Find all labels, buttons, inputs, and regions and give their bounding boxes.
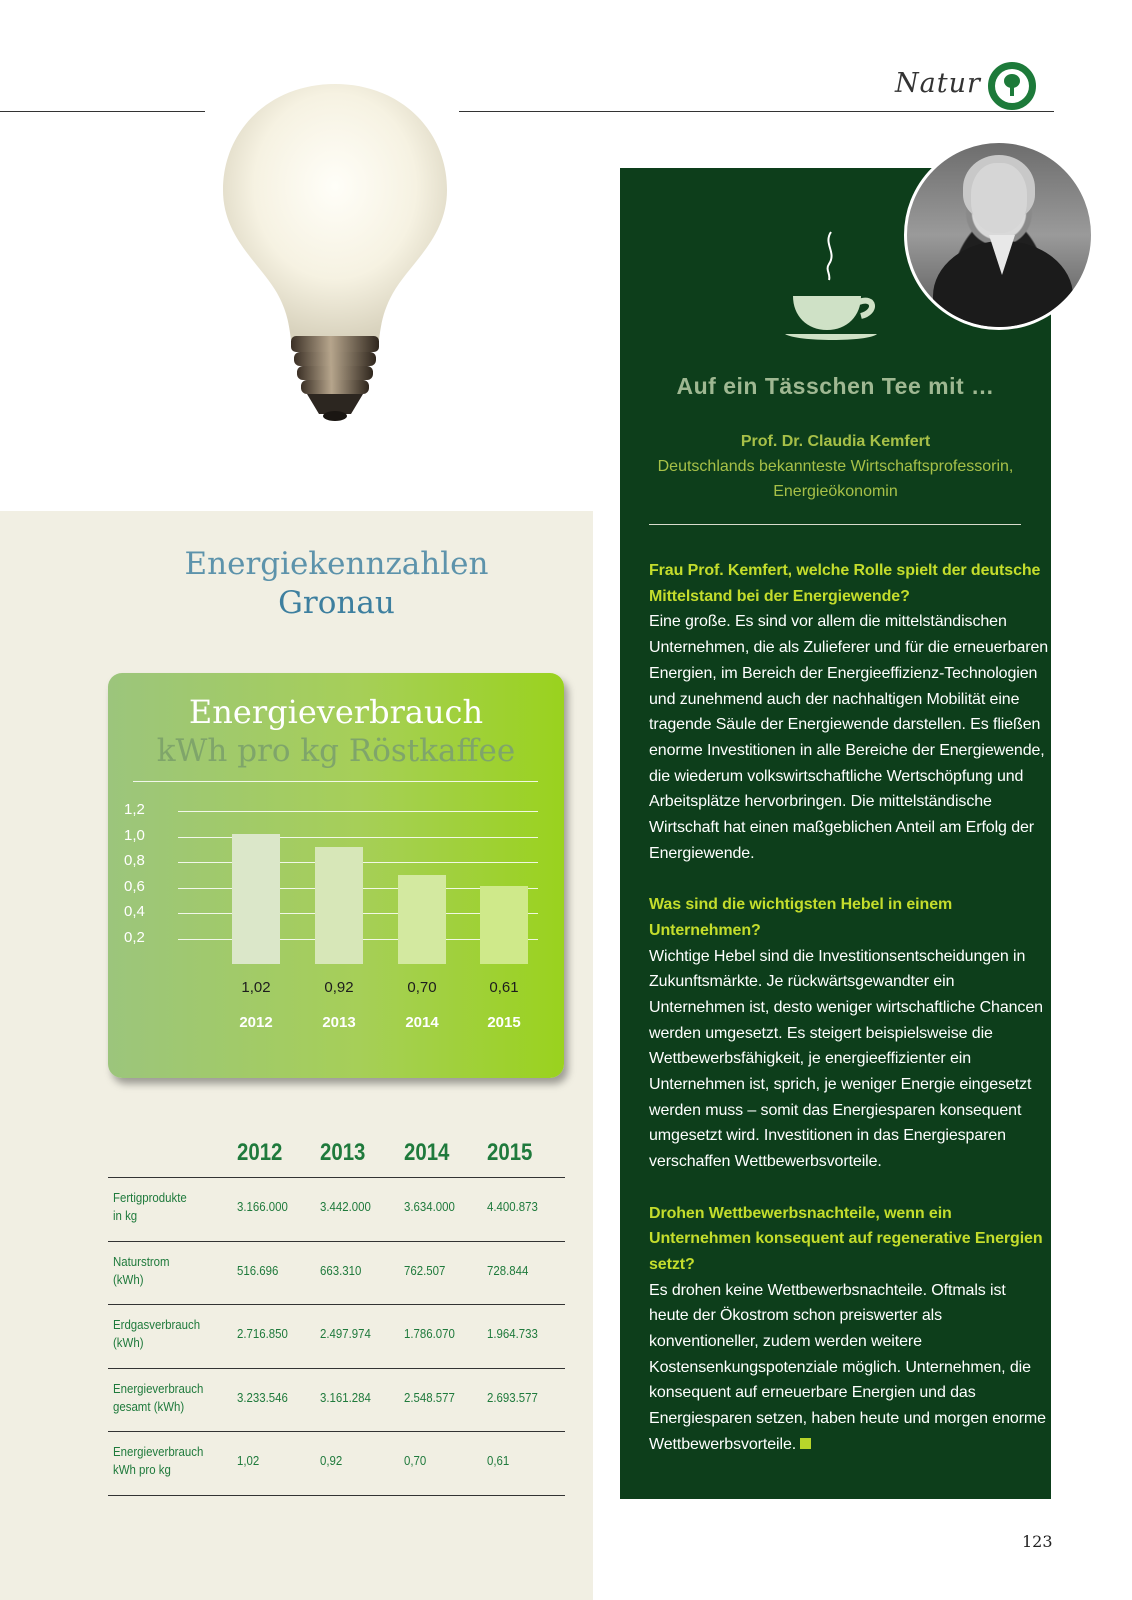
table-cell: 3.442.000 <box>320 1199 371 1214</box>
header-rule-left <box>0 111 205 112</box>
table-cell: 0,61 <box>487 1453 510 1468</box>
interviewee-role-2: Energieökonomin <box>773 483 898 500</box>
x-axis-category-label: 2012 <box>239 1014 273 1031</box>
table-year-header: 2013 <box>320 1139 366 1166</box>
qa-block-1 <box>649 558 1049 866</box>
table-row-label-line: (kWh) <box>113 1271 144 1287</box>
section-label: Natur <box>895 68 981 99</box>
y-axis-tick-label: 1,0 <box>124 826 145 844</box>
table-row-label <box>113 1189 187 1225</box>
light-bulb-illustration <box>215 78 455 438</box>
qa-block-3 <box>649 1201 1049 1458</box>
table-row-label-line: kWh pro kg <box>113 1462 171 1477</box>
energy-title: Energiekennzahlen <box>184 546 489 582</box>
y-axis-tick-label: 0,4 <box>124 903 145 920</box>
bar-value-label: 1,02 <box>241 979 271 996</box>
table-rule <box>108 1304 565 1305</box>
table-row-label-line: in kg <box>113 1208 138 1223</box>
table-cell: 1.964.733 <box>487 1326 538 1341</box>
interview-heading: Auf ein Tässchen Tee mit … <box>676 373 995 399</box>
chart-bar-2013 <box>315 847 363 964</box>
interview-article <box>649 558 1049 1483</box>
table-cell: 663.310 <box>320 1262 362 1278</box>
question-1: Frau Prof. Kemfert, welche Rolle spielt der deutsche Mittelstand bei der Energiewende? <box>649 562 1041 605</box>
header-rule-right <box>459 111 1054 112</box>
interviewee-role: Deutschlands bekannteste Wirtschaftsprofessorin, <box>657 458 1014 475</box>
page-number: 123 <box>1022 1532 1053 1551</box>
table-cell: 2.548.577 <box>404 1389 455 1405</box>
question-3: Drohen Wettbewerbsnachteile, wenn ein Unternehmen konsequent auf regenerative Energien setzt? <box>649 1204 1043 1273</box>
y-axis-tick-label: 1,2 <box>124 801 145 818</box>
chart-gridline <box>178 811 538 812</box>
table-cell: 2.716.850 <box>237 1326 288 1341</box>
table-cell: 3.233.546 <box>237 1389 288 1405</box>
table-cell: 2.497.974 <box>320 1326 371 1341</box>
chart-bar-2014 <box>398 875 446 964</box>
tea-cup-icon <box>785 230 885 350</box>
chart-bar-2015 <box>480 886 528 964</box>
table-cell: 3.166.000 <box>237 1199 288 1214</box>
bar-value-label: 0,70 <box>407 979 437 996</box>
y-axis-tick-label: 0,8 <box>124 852 145 869</box>
table-cell: 762.507 <box>404 1262 446 1278</box>
table-year-header: 2015 <box>487 1139 533 1166</box>
table-year-header: 2012 <box>237 1139 283 1166</box>
table-cell: 1.786.070 <box>404 1326 455 1341</box>
table-row-label-line: gesamt (kWh) <box>113 1398 185 1414</box>
energy-chart-card <box>108 673 564 1078</box>
answer-3: Es drohen keine Wettbewerbsnachteile. Oftmals ist heute der Ökostrom schon preiswerter als konventioneller, zudem werden weitere Kostensenkungspotenziale möglich. Unternehmen, die konsequent auf erneuerbare Energien und das Energiesparen setzen, haben heute und morgen enorme Wettbewerbsvorteile. <box>649 1281 1046 1453</box>
end-mark-icon <box>800 1438 811 1449</box>
answer-2: Wichtige Hebel sind die Investitionsentscheidungen in Zukunftsmärkte. Je rückwärtsgewandter ein Unternehmen ist, desto weniger wirtschaftliche Chancen werden umgesetzt. Es steigert beispielsweise die Wettbewerbsfähigkeit, je energieeffizienter ein Unternehmen ist, sprich, je weniger Energie eingesetzt werden muss – somit das Energiesparen konsequent umgesetzt wird. Investitionen in das Energiesparen verschaffen Wettbewerbsvorteile. <box>649 947 1043 1171</box>
bar-value-label: 0,92 <box>324 979 354 996</box>
question-2: Was sind die wichtigsten Hebel in einem Unternehmen? <box>649 896 953 939</box>
interview-divider <box>649 524 1021 525</box>
table-row-label <box>113 1253 170 1289</box>
table-row-label <box>113 1316 200 1352</box>
bar-value-label: 0,61 <box>489 979 519 996</box>
table-cell: 4.400.873 <box>487 1199 538 1214</box>
table-row-label-line: Naturstrom <box>113 1253 170 1269</box>
table-rule <box>108 1431 565 1432</box>
table-row-label-line: Fertigprodukte <box>113 1190 187 1205</box>
x-axis-category-label: 2015 <box>487 1014 521 1031</box>
table-cell: 0,92 <box>320 1453 343 1468</box>
table-cell: 728.844 <box>487 1262 529 1278</box>
table-cell: 516.696 <box>237 1262 279 1278</box>
interviewee-name: Prof. Dr. Claudia Kemfert <box>740 433 931 450</box>
energy-subtitle-location: Gronau <box>278 585 395 621</box>
x-axis-category-label: 2014 <box>405 1014 439 1031</box>
table-cell: 0,70 <box>404 1453 427 1468</box>
table-row-label <box>113 1380 203 1416</box>
table-row-label <box>113 1443 203 1479</box>
table-row-label-line: Energieverbrauch <box>113 1380 204 1396</box>
chart-bar-2012 <box>232 834 280 964</box>
portrait-photo <box>904 140 1094 330</box>
table-rule <box>108 1495 565 1496</box>
y-axis-tick-label: 0,2 <box>124 928 145 946</box>
table-row-label-line: Erdgasverbrauch <box>113 1317 201 1332</box>
table-cell: 1,02 <box>237 1453 260 1468</box>
y-axis-tick-label: 0,6 <box>124 877 145 895</box>
table-rule <box>108 1241 565 1242</box>
brand-logo-icon <box>988 62 1036 110</box>
table-row-label-line: (kWh) <box>113 1335 144 1350</box>
table-rule <box>108 1368 565 1369</box>
table-rule <box>108 1177 565 1178</box>
chart-subtitle: kWh pro kg Röstkaffee <box>156 733 516 769</box>
answer-1: Eine große. Es sind vor allem die mittelständischen Unternehmen, die als Zulieferer und für die erneuerbaren Energien, im Bereich der Energieeffizienz-Technologien und zunehmend auch der nachhaltigen Mobilität eine tragende Säule der Energiewende darstellen. Es fließen enorme Investitionen in alle Bereiche der Energiewende, die wiederum volkswirtschaftliche Wertschöpfung und Arbeitsplätze hervorbringen. Die mittelständische Wirtschaft hat einen maßgeblichen Anteil am Erfolg der Energiewende. <box>649 613 1049 862</box>
table-cell: 3.634.000 <box>404 1199 455 1214</box>
table-row-label-line: Energieverbrauch <box>113 1444 204 1459</box>
chart-divider <box>133 781 538 782</box>
table-cell: 2.693.577 <box>487 1389 538 1405</box>
table-year-header: 2014 <box>404 1139 450 1166</box>
x-axis-category-label: 2013 <box>322 1014 356 1031</box>
table-cell: 3.161.284 <box>320 1389 371 1405</box>
chart-title: Energieverbrauch <box>188 693 484 731</box>
qa-block-2 <box>649 892 1049 1175</box>
